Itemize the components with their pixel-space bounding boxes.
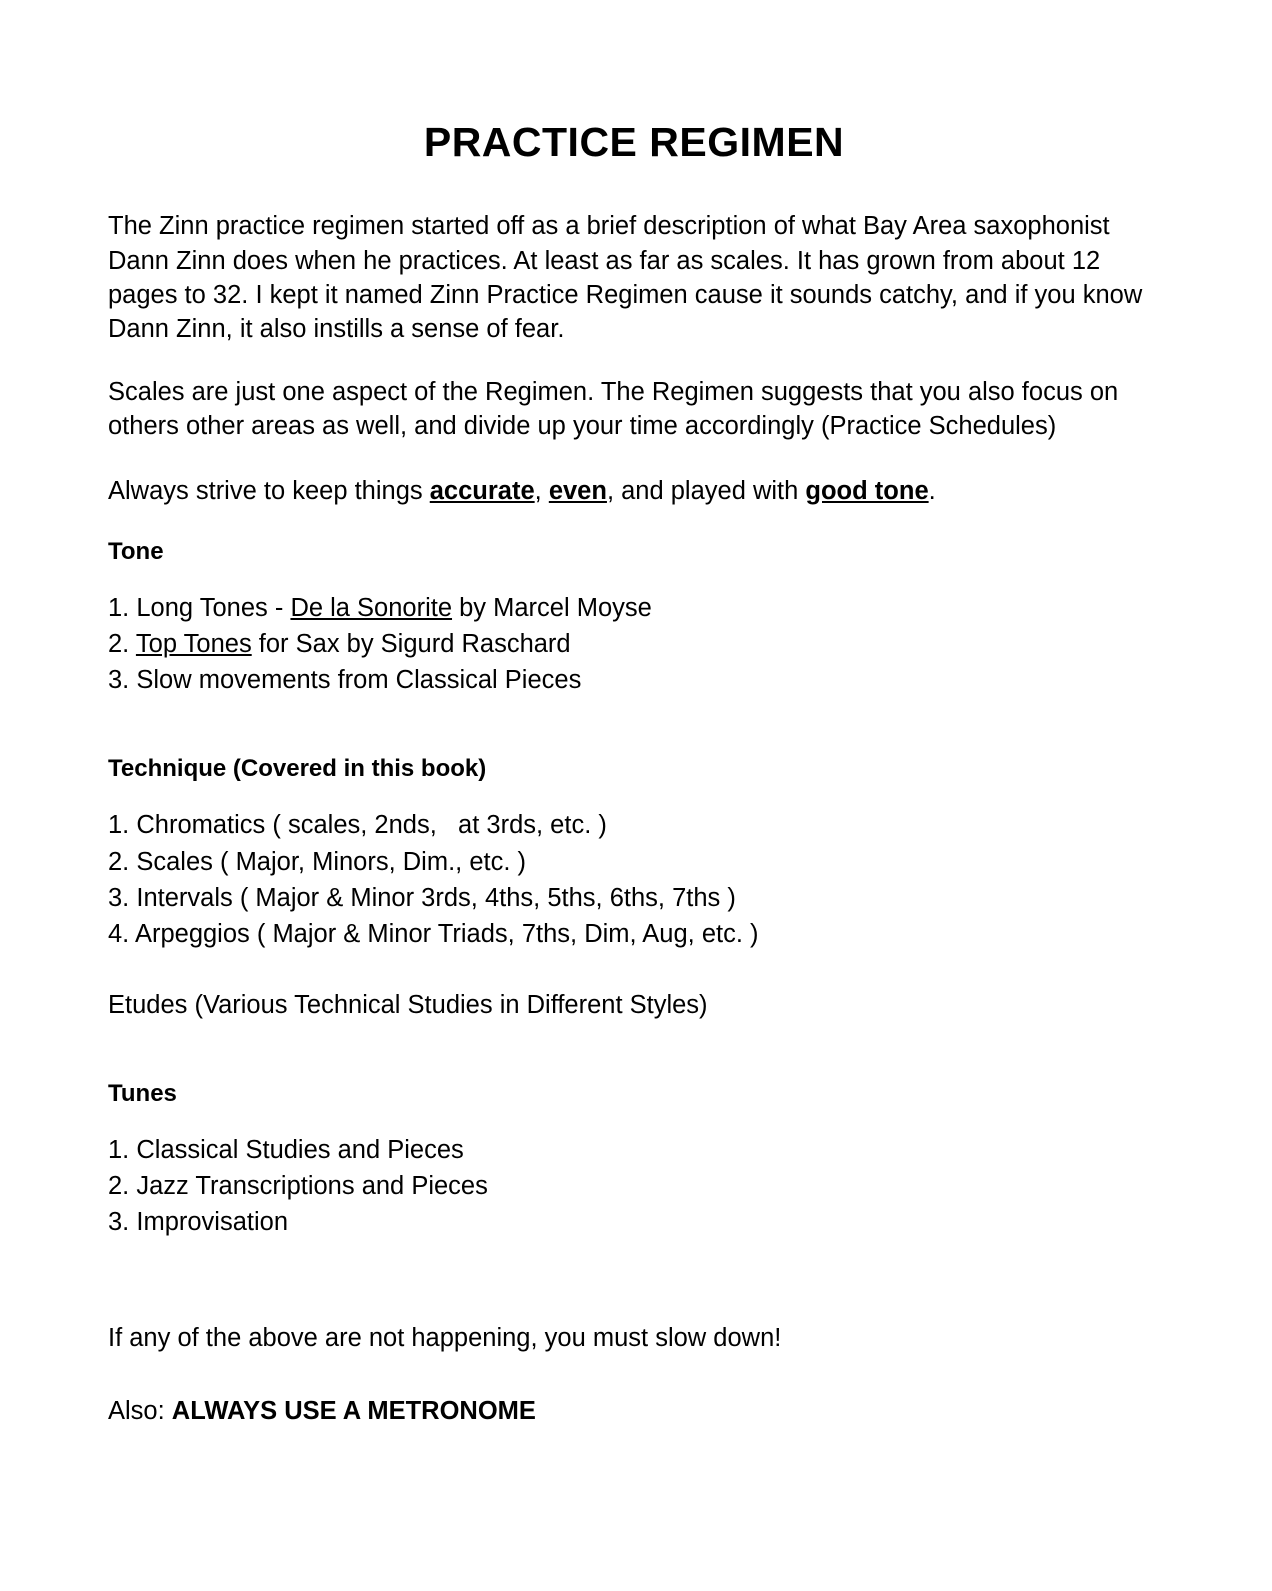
scales-aspect-paragraph: Scales are just one aspect of the Regimen. The Regimen suggests that you also focus on others other areas as well, and divide up your time accordingly (Practice Schedules) <box>108 377 1119 441</box>
strive-mid-2: , and played with <box>606 476 806 505</box>
tunes-list <box>108 1134 1160 1239</box>
list-text-pre <box>129 630 136 658</box>
tone-list <box>108 592 1160 697</box>
list-number: 3. <box>108 666 130 695</box>
list-text-pre: Chromatics ( scales, 2nds, at 3rds, etc. ) <box>129 811 607 840</box>
list-number: 1. <box>108 594 130 623</box>
list-number: 2. <box>108 1172 130 1201</box>
list-text-pre: Jazz Transcriptions and Pieces <box>129 1172 488 1201</box>
strive-suffix: . <box>928 476 936 505</box>
page-title: PRACTICE REGIMEN <box>423 119 845 165</box>
list-number: 3. <box>108 1208 130 1237</box>
etudes-note: Etudes (Various Technical Studies in Different Styles) <box>108 991 708 1020</box>
list-text-pre: Scales ( Major, Minors, Dim., etc. ) <box>129 847 527 876</box>
list-text-pre: Slow movements from Classical Pieces <box>129 666 582 695</box>
also-prefix: Also: <box>108 1396 172 1425</box>
emphasis-good-tone: good tone <box>805 476 929 505</box>
list-item <box>108 1134 1160 1167</box>
list-number: 4. <box>108 919 130 948</box>
section-heading-technique: Technique (Covered in this book) <box>108 755 487 783</box>
list-number: 1. <box>108 811 130 840</box>
list-text-pre: Classical Studies and Pieces <box>129 1136 464 1165</box>
list-text-pre: Improvisation <box>129 1208 289 1237</box>
slow-down-note: If any of the above are not happening, you must slow down! <box>108 1323 782 1352</box>
list-text-underlined: De la Sonorite <box>290 594 453 623</box>
intro-paragraph: The Zinn practice regimen started off as a brief description of what Bay Area saxophonist Dann Zinn does when he practices. At least as far as scales. It has grown from about 12 pages to 32. I kept it named Zinn Practice Regimen cause it sounds catchy, and if you know Dann Zinn, it also instills a sense of fear. <box>108 212 1143 344</box>
list-item <box>108 882 1160 915</box>
list-number: 1. <box>108 1136 130 1165</box>
list-item <box>108 628 1160 661</box>
list-item <box>108 592 1160 625</box>
list-number: 2. <box>108 847 130 876</box>
list-text-pre: Arpeggios ( Major & Minor Triads, 7ths, Dim, Aug, etc. ) <box>129 919 759 948</box>
list-text-pre: Intervals ( Major & Minor 3rds, 4ths, 5ths, 6ths, 7ths ) <box>129 883 736 912</box>
list-number: 3. <box>108 883 130 912</box>
list-item <box>108 846 1160 879</box>
metronome-note <box>108 1395 1160 1428</box>
list-item <box>108 664 1160 697</box>
strive-mid-1: , <box>534 476 549 505</box>
strive-prefix: Always strive to keep things <box>108 476 430 505</box>
list-item <box>108 809 1160 842</box>
list-number: 2. <box>108 630 130 659</box>
list-item <box>108 918 1160 951</box>
list-text-underlined: Top Tones <box>135 630 252 659</box>
list-text-pre: Long Tones - <box>129 594 291 623</box>
strive-paragraph <box>108 474 1160 508</box>
list-text-post: by Marcel Moyse <box>452 594 652 623</box>
section-heading-tunes: Tunes <box>108 1080 177 1108</box>
list-item <box>108 1170 1160 1203</box>
emphasis-accurate: accurate <box>429 476 535 505</box>
technique-list <box>108 809 1160 951</box>
list-text-post: for Sax by Sigurd Raschard <box>251 630 571 659</box>
list-item <box>108 1206 1160 1239</box>
metronome-emphasis: ALWAYS USE A METRONOME <box>171 1396 536 1425</box>
section-heading-tone: Tone <box>108 538 164 566</box>
emphasis-even: even <box>548 476 607 505</box>
